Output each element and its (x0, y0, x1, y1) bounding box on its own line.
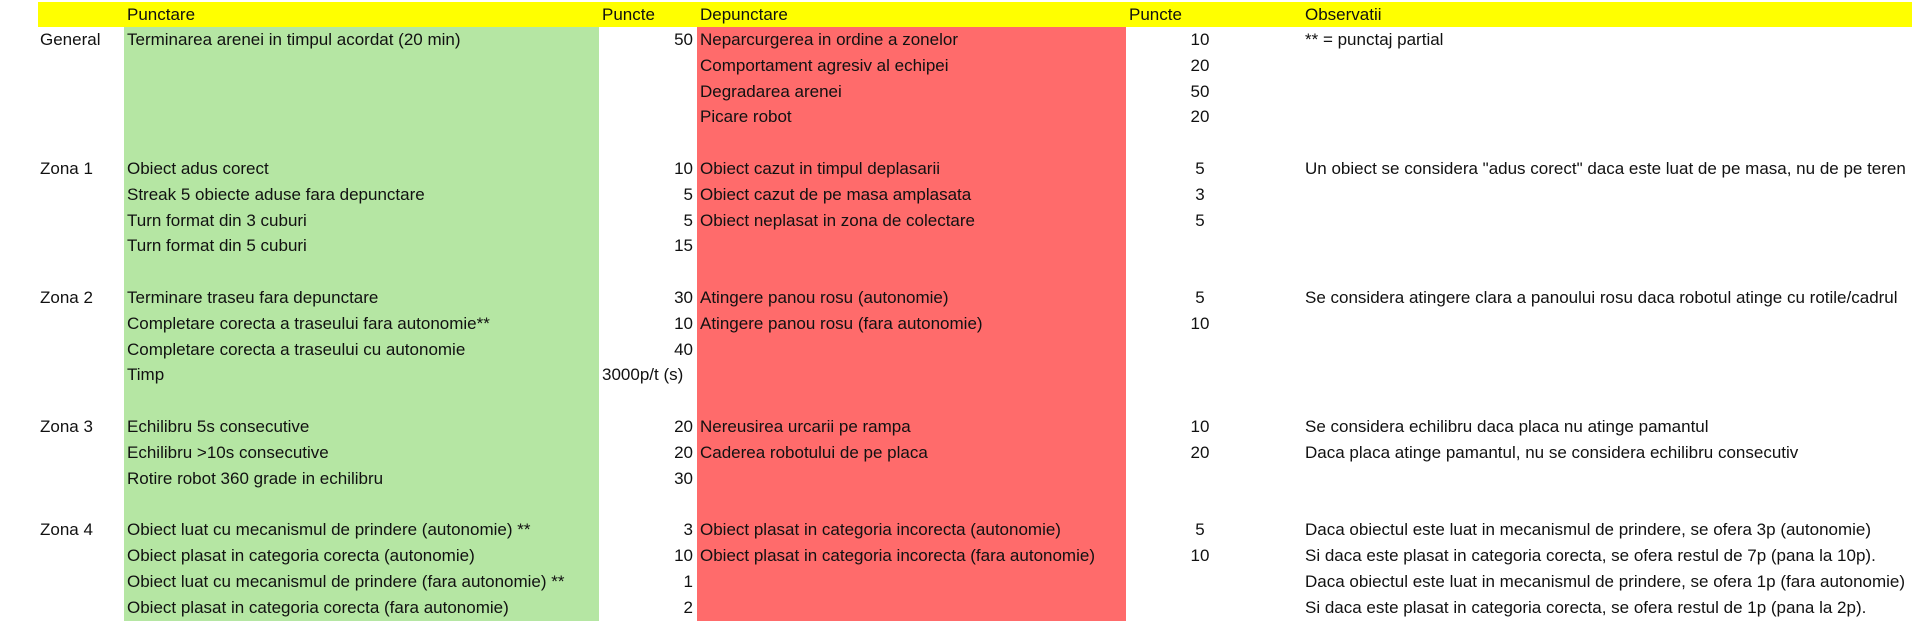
punctare-cell: Completare corecta a traseului cu autonomie (127, 340, 466, 359)
observatii-cell (1305, 491, 1910, 516)
puncte-cell: 15 (674, 236, 693, 255)
depunctare-cell: Atingere panou rosu (autonomie) (700, 288, 949, 307)
header-depunctare: Depunctare (700, 5, 788, 24)
puncte-cell: 20 (674, 443, 693, 462)
depunctare-cell (700, 466, 1125, 491)
punctare-cell: Completare corecta a traseului fara autonomie** (127, 314, 490, 333)
punctare-cell (127, 53, 597, 78)
observatii-cell: Daca obiectul este luat in mecanismul de prindere, se ofera 1p (fara autonomie) (1305, 572, 1906, 591)
depunctare-cell: Obiect plasat in categoria incorecta (fara autonomie) (700, 546, 1095, 565)
puncte-depunctare-cell: 10 (1190, 417, 1210, 436)
depunctare-cell: Caderea robotului de pe placa (700, 443, 928, 462)
puncte-cell: 5 (683, 185, 693, 204)
puncte-depunctare-cell: 10 (1190, 546, 1210, 565)
puncte-depunctare-cell: 5 (1195, 211, 1205, 230)
punctare-cell: Obiect plasat in categoria corecta (fara autonomie) (127, 598, 509, 617)
punctare-cell (127, 259, 597, 284)
punctare-cell: Terminare traseu fara depunctare (127, 288, 379, 307)
puncte-cell: 30 (674, 288, 693, 307)
zone-label (40, 491, 120, 516)
depunctare-cell (700, 595, 1125, 620)
observatii-cell (1305, 104, 1910, 129)
punctare-cell (127, 104, 597, 129)
depunctare-cell (700, 569, 1125, 594)
puncte-depunctare-cell (1150, 233, 1250, 258)
puncte-cell: 10 (674, 314, 693, 333)
depunctare-cell (700, 259, 1125, 284)
header-puncte-depunctare: Puncte (1129, 5, 1182, 24)
punctare-cell (127, 79, 597, 104)
puncte-depunctare-cell (1150, 569, 1250, 594)
zone-label: General (40, 30, 101, 49)
depunctare-cell (700, 337, 1125, 362)
observatii-cell: Si daca este plasat in categoria corecta, se ofera restul de 7p (pana la 10p). (1305, 546, 1876, 565)
puncte-cell (600, 388, 695, 413)
depunctare-cell: Neparcurgerea in ordine a zonelor (700, 30, 958, 49)
puncte-cell (600, 130, 695, 155)
puncte-depunctare-cell: 50 (1190, 82, 1210, 101)
observatii-cell: Daca obiectul este luat in mecanismul de prindere, se ofera 3p (autonomie) (1305, 520, 1872, 539)
puncte-cell: 30 (674, 469, 693, 488)
zone-label (40, 233, 120, 258)
punctare-cell: Rotire robot 360 grade in echilibru (127, 469, 384, 488)
zone-label: Zona 2 (40, 288, 93, 307)
zone-label (40, 311, 120, 336)
puncte-cell: 10 (674, 546, 693, 565)
zone-label: Zona 3 (40, 417, 93, 436)
depunctare-cell (700, 388, 1125, 413)
zone-label (40, 388, 120, 413)
puncte-depunctare-cell: 10 (1190, 30, 1210, 49)
punctare-cell (127, 388, 597, 413)
zone-label (40, 595, 120, 620)
punctare-cell: Echilibru 5s consecutive (127, 417, 310, 436)
puncte-depunctare-cell (1150, 388, 1250, 413)
puncte-depunctare-cell: 20 (1190, 443, 1210, 462)
punctare-cell (127, 130, 597, 155)
depunctare-cell: Obiect plasat in categoria incorecta (autonomie) (700, 520, 1061, 539)
zone-label (40, 182, 120, 207)
puncte-cell: 3 (683, 520, 693, 539)
header-observatii: Observatii (1305, 5, 1382, 24)
zone-label (40, 466, 120, 491)
puncte-depunctare-cell: 20 (1190, 56, 1210, 75)
punctare-cell: Obiect luat cu mecanismul de prindere (autonomie) ** (127, 520, 531, 539)
puncte-depunctare-cell (1150, 337, 1250, 362)
puncte-depunctare-cell: 5 (1195, 288, 1205, 307)
observatii-cell: Se considera echilibru daca placa nu atinge pamantul (1305, 417, 1709, 436)
puncte-cell: 1 (683, 572, 693, 591)
zone-label (40, 79, 120, 104)
puncte-cell: 20 (674, 417, 693, 436)
punctare-cell: Timp (127, 365, 165, 384)
observatii-cell (1305, 182, 1910, 207)
zone-label: Zona 1 (40, 159, 93, 178)
puncte-cell: 50 (674, 30, 693, 49)
zone-label (40, 362, 120, 387)
zone-label (40, 569, 120, 594)
puncte-cell (600, 259, 695, 284)
observatii-cell (1305, 130, 1910, 155)
observatii-cell (1305, 466, 1910, 491)
zone-label (40, 543, 120, 568)
zone-label: Zona 4 (40, 520, 93, 539)
observatii-cell: Un obiect se considera "adus corect" daca este luat de pe masa, nu de pe teren (1305, 159, 1906, 178)
header-row (38, 2, 1912, 27)
depunctare-cell (700, 233, 1125, 258)
punctare-cell: Obiect luat cu mecanismul de prindere (fara autonomie) ** (127, 572, 565, 591)
observatii-cell (1305, 362, 1910, 387)
puncte-cell: 2 (683, 598, 693, 617)
zone-label (40, 337, 120, 362)
observatii-cell: Si daca este plasat in categoria corecta, se ofera restul de 1p (pana la 2p). (1305, 598, 1867, 617)
zone-label (40, 440, 120, 465)
puncte-cell: 5 (683, 211, 693, 230)
depunctare-cell: Nereusirea urcarii pe rampa (700, 417, 911, 436)
depunctare-cell: Comportament agresiv al echipei (700, 56, 949, 75)
zone-label (40, 53, 120, 78)
puncte-cell: 10 (674, 159, 693, 178)
depunctare-cell (700, 491, 1125, 516)
puncte-depunctare-cell: 5 (1195, 159, 1205, 178)
puncte-cell (600, 104, 695, 129)
observatii-cell: Se considera atingere clara a panoului rosu daca robotul atinge cu rotile/cadrul (1305, 288, 1898, 307)
punctare-cell: Echilibru >10s consecutive (127, 443, 329, 462)
depunctare-cell: Picare robot (700, 107, 792, 126)
observatii-cell (1305, 337, 1910, 362)
header-puncte: Puncte (602, 5, 655, 24)
puncte-depunctare-cell (1150, 362, 1250, 387)
observatii-cell (1305, 311, 1910, 336)
puncte-cell: 3000p/t (s) (602, 365, 684, 384)
depunctare-cell: Obiect cazut in timpul deplasarii (700, 159, 941, 178)
depunctare-cell: Obiect neplasat in zona de colectare (700, 211, 976, 230)
observatii-cell (1305, 208, 1910, 233)
observatii-cell (1305, 79, 1910, 104)
puncte-depunctare-cell (1150, 595, 1250, 620)
puncte-cell (600, 79, 695, 104)
observatii-cell (1305, 233, 1910, 258)
punctare-cell: Turn format din 3 cuburi (127, 211, 307, 230)
observatii-cell: ** = punctaj partial (1305, 30, 1444, 49)
punctare-cell: Obiect adus corect (127, 159, 269, 178)
punctare-cell: Streak 5 obiecte aduse fara depunctare (127, 185, 425, 204)
puncte-depunctare-cell (1150, 491, 1250, 516)
punctare-cell: Obiect plasat in categoria corecta (autonomie) (127, 546, 475, 565)
puncte-cell (600, 53, 695, 78)
depunctare-cell: Degradarea arenei (700, 82, 842, 101)
zone-label (40, 104, 120, 129)
punctare-cell: Terminarea arenei in timpul acordat (20 min) (127, 30, 461, 49)
puncte-depunctare-cell: 20 (1190, 107, 1210, 126)
puncte-cell (600, 491, 695, 516)
depunctare-cell: Obiect cazut de pe masa amplasata (700, 185, 972, 204)
observatii-cell (1305, 259, 1910, 284)
puncte-cell: 40 (674, 340, 693, 359)
punctare-cell: Turn format din 5 cuburi (127, 236, 307, 255)
observatii-cell (1305, 388, 1910, 413)
puncte-depunctare-cell: 10 (1190, 314, 1210, 333)
depunctare-cell (700, 130, 1125, 155)
punctare-cell (127, 491, 597, 516)
zone-label (40, 130, 120, 155)
depunctare-cell: Atingere panou rosu (fara autonomie) (700, 314, 983, 333)
puncte-depunctare-cell (1150, 259, 1250, 284)
puncte-depunctare-cell (1150, 130, 1250, 155)
header-punctare: Punctare (127, 5, 196, 24)
zone-label (40, 259, 120, 284)
zone-label (40, 208, 120, 233)
depunctare-cell (700, 362, 1125, 387)
puncte-depunctare-cell: 5 (1195, 520, 1205, 539)
puncte-depunctare-cell (1150, 466, 1250, 491)
puncte-depunctare-cell: 3 (1195, 185, 1205, 204)
observatii-cell: Daca placa atinge pamantul, nu se considera echilibru consecutiv (1305, 443, 1799, 462)
observatii-cell (1305, 53, 1910, 78)
